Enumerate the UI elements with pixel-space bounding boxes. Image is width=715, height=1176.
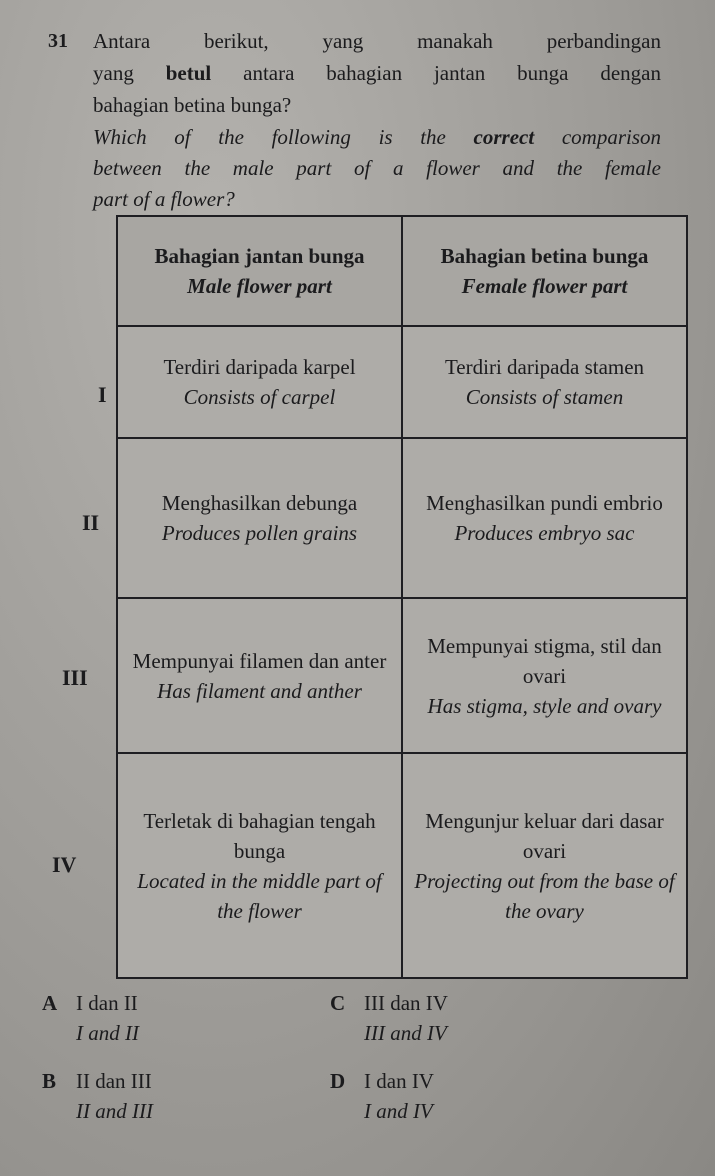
question-text-english-line-3: part of a flower? (93, 187, 235, 211)
question-text-malay-line-1: Antara berikut, yang manakah perbandingan (93, 29, 661, 53)
emphasis-word-correct: correct (473, 125, 535, 149)
cell-text-english: Projecting out from the base of the ovary (414, 868, 675, 923)
emphasis-word-betul: betul (165, 61, 212, 85)
cell-text-english: Located in the middle part of the flower (137, 868, 382, 923)
cell-text-english: Consists of stamen (465, 385, 624, 409)
header-female-malay: Bahagian betina bunga (440, 244, 649, 268)
row-label-iv: IV (52, 852, 77, 877)
header-female-english: Female flower part (461, 274, 628, 298)
question-text-malay-line-3: bahagian betina bunga? (93, 93, 292, 117)
cell-text-malay: Menghasilkan pundi embrio (426, 491, 663, 515)
cell-ii-female (402, 438, 687, 598)
option-letter: C (330, 991, 346, 1015)
comparison-table (116, 215, 688, 979)
cell-iv-female (402, 753, 687, 978)
option-text-english: III and IV (364, 1021, 447, 1045)
cell-iii-male (117, 598, 402, 753)
option-a[interactable] (42, 988, 139, 1048)
cell-text-malay: Terletak di bahagian tengah bunga (143, 808, 376, 863)
question-word: comparison (561, 125, 662, 149)
option-b[interactable] (42, 1066, 153, 1126)
header-female-part (402, 216, 687, 326)
option-c[interactable] (330, 988, 448, 1048)
question-text-english-line-2: between the male part of a flower and the female (93, 156, 661, 180)
option-text-malay: I dan IV (364, 1069, 434, 1093)
header-male-part (117, 216, 402, 326)
cell-i-female (402, 326, 687, 438)
cell-text-malay: Terdiri daripada stamen (444, 355, 645, 379)
question-word: Which of the following is the (93, 125, 446, 149)
question-text-malay-line-2 (93, 58, 661, 88)
option-text-english: I and II (76, 1021, 139, 1045)
cell-text-malay: Mempunyai stigma, stil dan ovari (427, 633, 662, 688)
header-male-malay: Bahagian jantan bunga (154, 244, 365, 268)
option-letter: D (330, 1069, 346, 1093)
cell-text-malay: Mempunyai filamen dan anter (132, 648, 387, 673)
cell-text-malay: Menghasilkan debunga (161, 491, 358, 515)
cell-text-malay: Mengunjur keluar dari dasar ovari (425, 808, 664, 863)
option-text-malay: III dan IV (364, 991, 448, 1015)
question-number: 31 (48, 30, 68, 52)
question-word: antara bahagian jantan bunga dengan (243, 61, 662, 85)
table-header-row (117, 216, 687, 326)
question-text-english-line-1 (93, 122, 661, 152)
cell-ii-male (117, 438, 402, 598)
cell-text-english: Has stigma, style and ovary (427, 693, 662, 718)
table-row-iii (117, 598, 687, 753)
option-text-malay: II dan III (76, 1069, 152, 1093)
cell-text-english: Consists of carpel (183, 385, 336, 409)
table-row-ii (117, 438, 687, 598)
cell-text-english: Produces pollen grains (161, 521, 358, 545)
header-male-english: Male flower part (187, 274, 332, 298)
cell-iii-female (402, 598, 687, 753)
row-label-ii: II (82, 510, 100, 535)
cell-text-english: Has filament and anther (157, 678, 362, 703)
option-letter: A (42, 991, 58, 1015)
option-text-malay: I dan II (76, 991, 138, 1015)
option-d[interactable] (330, 1066, 434, 1126)
cell-i-male (117, 326, 402, 438)
option-letter: B (42, 1069, 57, 1093)
question-word: yang (93, 61, 134, 85)
table-row-iv (117, 753, 687, 978)
cell-text-english: Produces embryo sac (454, 521, 635, 545)
row-label-iii: III (62, 665, 88, 690)
option-text-english: II and III (76, 1099, 153, 1123)
cell-iv-male (117, 753, 402, 978)
cell-text-malay: Terdiri daripada karpel (163, 355, 356, 379)
row-label-i: I (98, 382, 107, 407)
table-row-i (117, 326, 687, 438)
option-text-english: I and IV (364, 1099, 433, 1123)
